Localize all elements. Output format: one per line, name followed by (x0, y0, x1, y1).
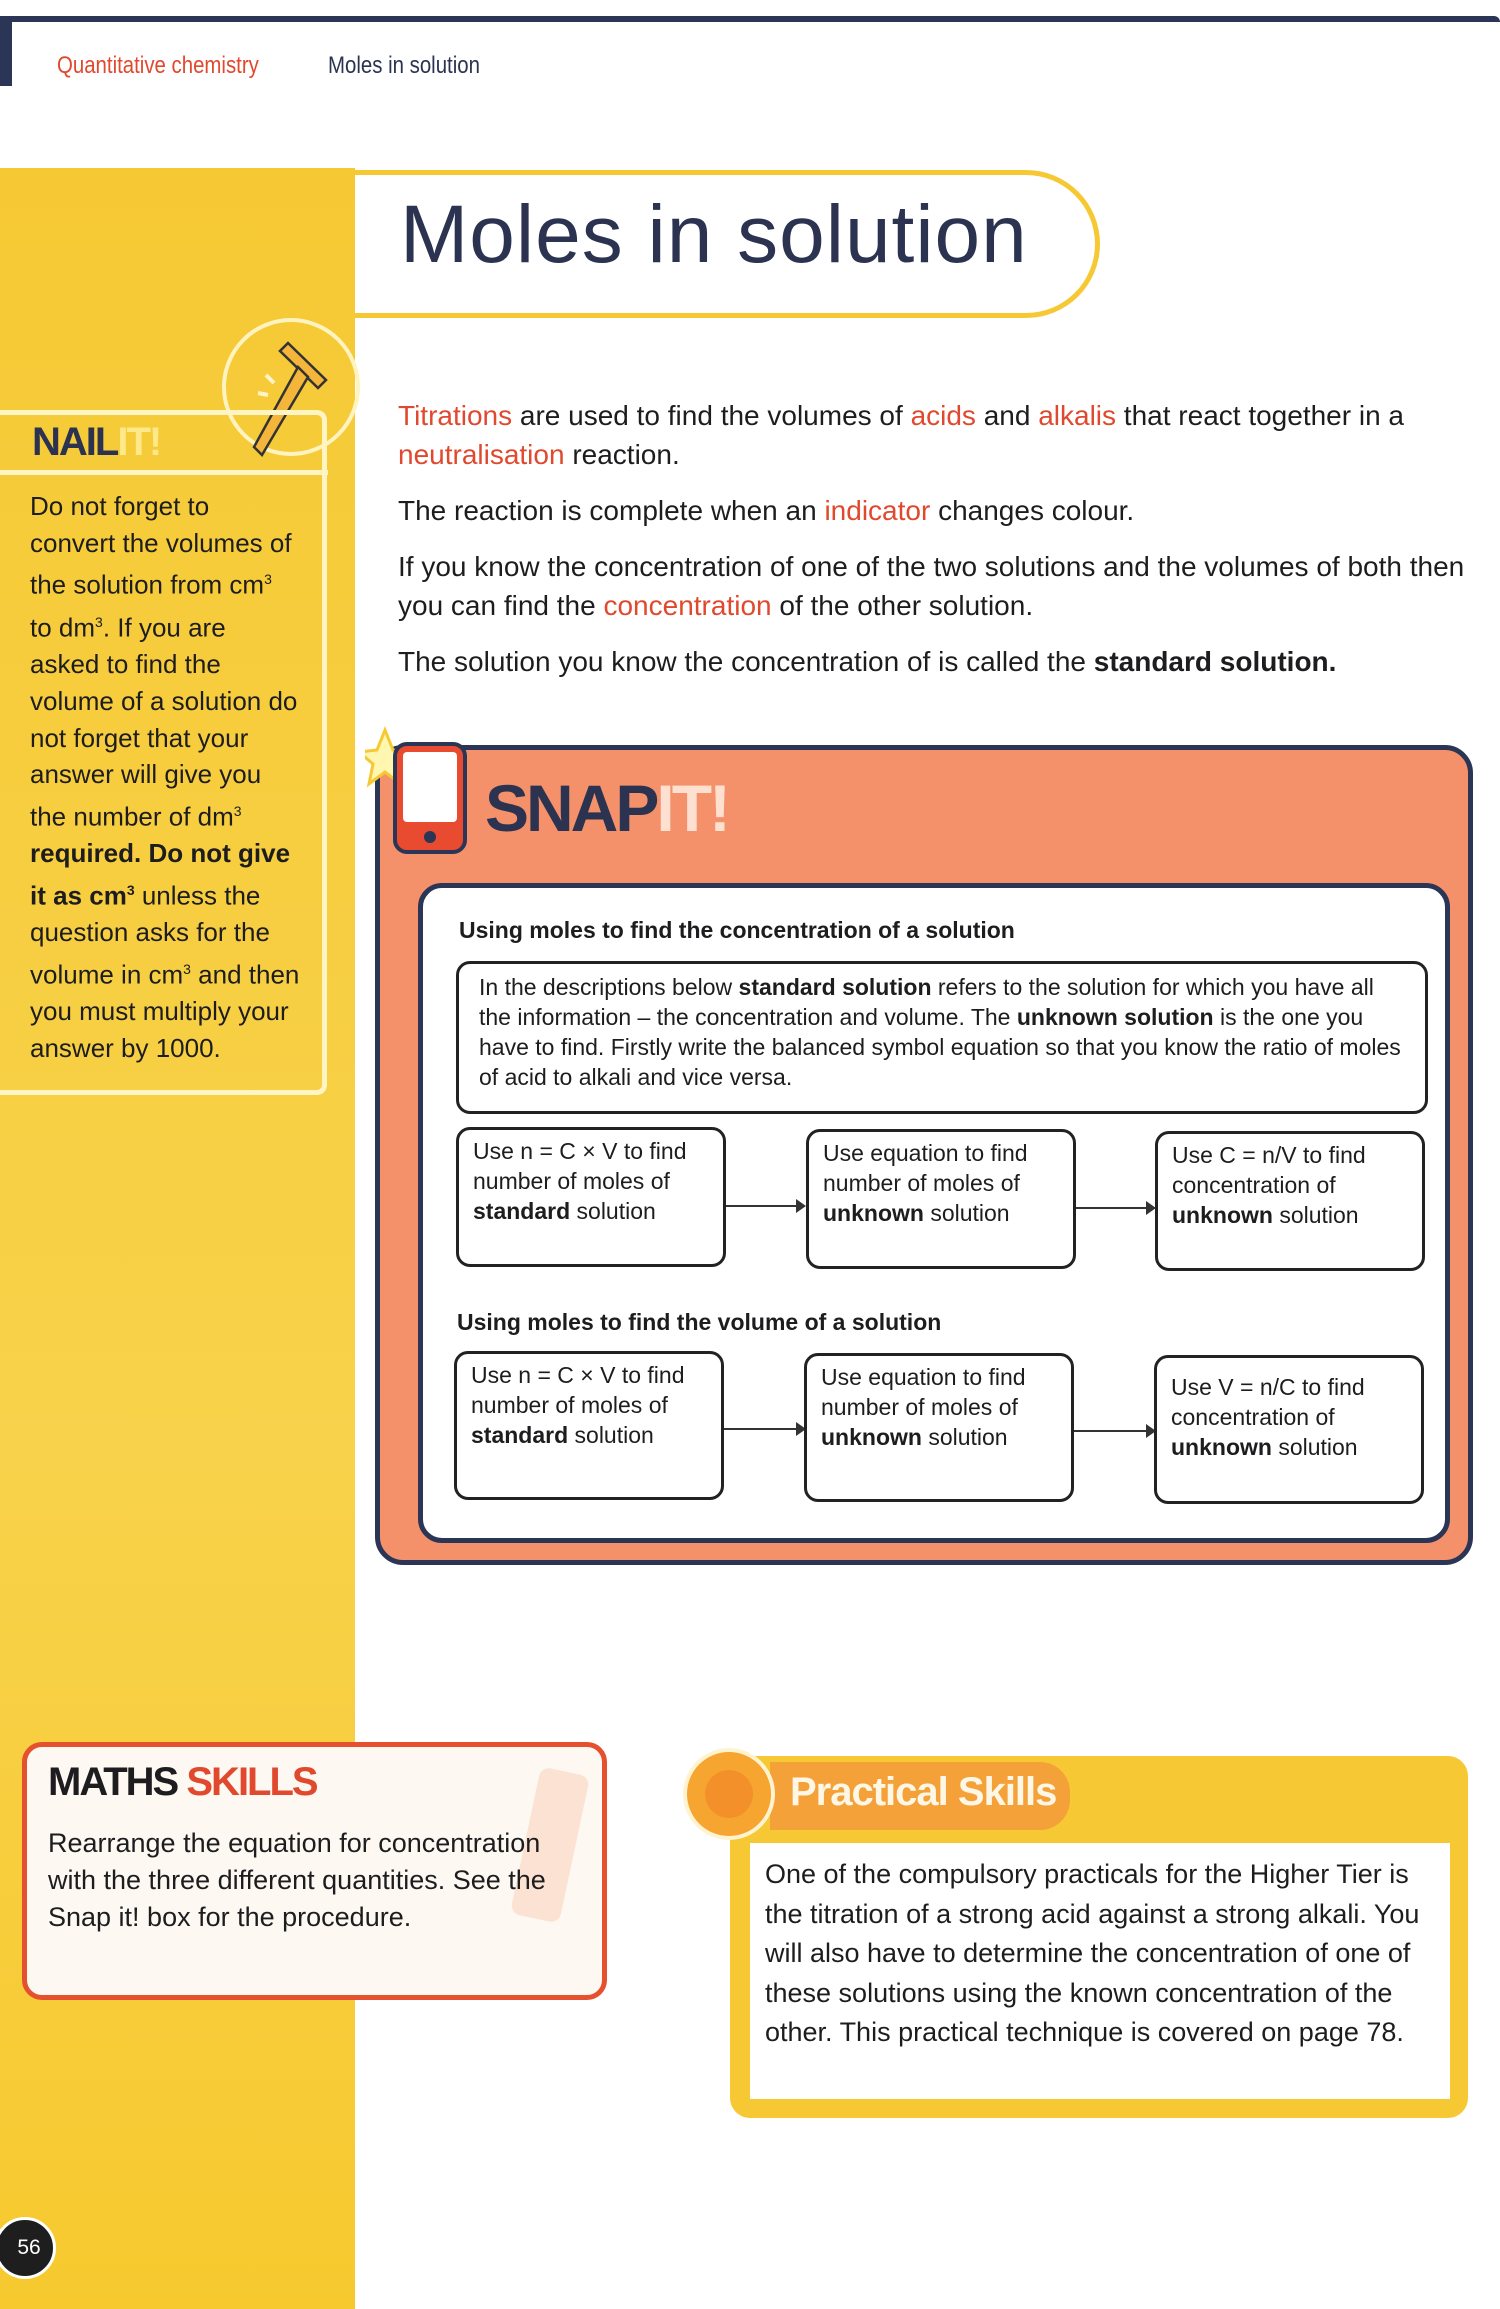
text: solution (1271, 1434, 1358, 1460)
text: The reaction is complete when an (398, 495, 825, 526)
practical-skills-heading: Practical Skills (790, 1770, 1057, 1814)
text: Use equation to find number of moles of (823, 1140, 1028, 1196)
arrow-icon (726, 1205, 804, 1207)
text: In the descriptions below (479, 974, 739, 1000)
text: are used to find the volumes of (512, 400, 911, 431)
maths-skills-heading (48, 1760, 317, 1805)
divider (0, 470, 328, 475)
bold-text: unknown (823, 1200, 924, 1226)
maths-skills-text: Rearrange the equation for concentration with the three different quantities. See the Snap it! box for the procedure. (48, 1828, 546, 1932)
text: . If you are asked to find the volume of a solution do not forget that your answer will give you the number of dm (30, 612, 298, 832)
arrow-icon (1076, 1207, 1154, 1209)
text: solution (1272, 1202, 1359, 1228)
breadcrumb-topic: Moles in solution (328, 52, 480, 79)
text: refers to the solution for which you have all the information – the concentration and volume. The (479, 974, 1374, 1030)
text: and (975, 400, 1039, 431)
bold-text: standard solution. (1093, 646, 1337, 677)
practical-skills-text: One of the compulsory practicals for the Higher Tier is the titration of a strong acid against a strong alkali. You will also have to determine the concentration of one of these solutions using the known concentration of the other. This practical technique is covered on page 78. (765, 1859, 1420, 2047)
practical-icon-inner (705, 1770, 753, 1818)
paragraph (398, 547, 1478, 625)
paragraph (398, 491, 1478, 530)
text: and then you must multiply your answer by 1000. (30, 959, 300, 1064)
flow-step (456, 1127, 726, 1267)
keyword: concentration (603, 590, 772, 621)
section-heading: Using moles to find the volume of a solution (457, 1309, 942, 1335)
bold-text: standard (471, 1422, 569, 1448)
phone-icon (365, 722, 485, 862)
heading-part: NAIL (32, 420, 118, 464)
intro-text (398, 396, 1478, 698)
keyword: acids (910, 400, 976, 431)
text: is the one you have to find. Firstly write the balanced symbol equation so that you know the ratio of moles of acid to alkali and vice versa. (479, 1004, 1401, 1090)
text: changes colour. (930, 495, 1135, 526)
nail-it-heading (32, 420, 160, 465)
text: solution (921, 1424, 1008, 1450)
flow-step (804, 1353, 1074, 1502)
text: Do not forget to convert the volumes of the solution from cm (30, 491, 292, 601)
text: Use V = n/C to find concentration of (1171, 1374, 1365, 1430)
superscript: 3 (95, 613, 103, 630)
text: solution (923, 1200, 1010, 1226)
heading-part: MATHS (48, 1760, 178, 1804)
heading-part: SKILLS (186, 1760, 317, 1804)
bold-text: standard solution (738, 974, 932, 1000)
arrow-icon (724, 1428, 804, 1430)
superscript: 3 (264, 571, 272, 588)
paragraph (398, 642, 1478, 681)
arrow-icon (1074, 1430, 1154, 1432)
keyword: neutralisation (398, 439, 565, 470)
text: Use C = n/V to find concentration of (1172, 1142, 1366, 1198)
text: The solution you know the concentration of is called the (398, 646, 1094, 677)
heading-part: SNAP (485, 771, 657, 845)
text: If you know the concentration of one of the two solutions and the volumes of both then you can find the (398, 551, 1465, 621)
heading-part: IT! (117, 420, 161, 464)
paragraph (398, 396, 1478, 474)
text: solution (570, 1198, 656, 1224)
superscript: 3 (183, 961, 191, 978)
description-box (456, 961, 1428, 1114)
breadcrumb-section: Quantitative chemistry (57, 52, 259, 79)
flow-step (454, 1351, 724, 1500)
keyword: alkalis (1038, 400, 1117, 431)
page-number: 56 (0, 2217, 56, 2279)
bold-text: unknown (821, 1424, 922, 1450)
bold-text: required. (30, 838, 149, 869)
superscript: 3 (233, 802, 242, 819)
heading-part: IT! (656, 771, 729, 845)
keyword: Titrations (398, 400, 513, 431)
section-heading: Using moles to find the concentration of a solution (459, 917, 1015, 943)
bold-text: unknown (1171, 1434, 1272, 1460)
flow-step (806, 1129, 1076, 1269)
text: to dm (30, 612, 96, 643)
flow-step (1155, 1131, 1425, 1271)
text: that react together in a (1116, 400, 1404, 431)
text: unless the question asks for the volume in cm (30, 880, 270, 990)
text: solution (568, 1422, 654, 1448)
nail-it-text (30, 488, 300, 1067)
top-border (0, 16, 1500, 22)
text: of the other solution. (771, 590, 1034, 621)
superscript: 3 (126, 882, 135, 898)
snap-it-heading (485, 770, 728, 846)
text: reaction. (564, 439, 680, 470)
bold-text: unknown solution (1016, 1004, 1214, 1030)
text: Use n = C × V to find number of moles of (473, 1138, 687, 1194)
bold-text: Do not give it as cm (30, 838, 291, 911)
bold-text: unknown (1172, 1202, 1273, 1228)
flow-step (1154, 1355, 1424, 1504)
top-left-bar (0, 16, 12, 86)
page-title: Moles in solution (400, 189, 1028, 280)
keyword: indicator (824, 495, 931, 526)
text: Use equation to find number of moles of (821, 1364, 1026, 1420)
text: Use n = C × V to find number of moles of (471, 1362, 685, 1418)
bold-text: standard (473, 1198, 571, 1224)
